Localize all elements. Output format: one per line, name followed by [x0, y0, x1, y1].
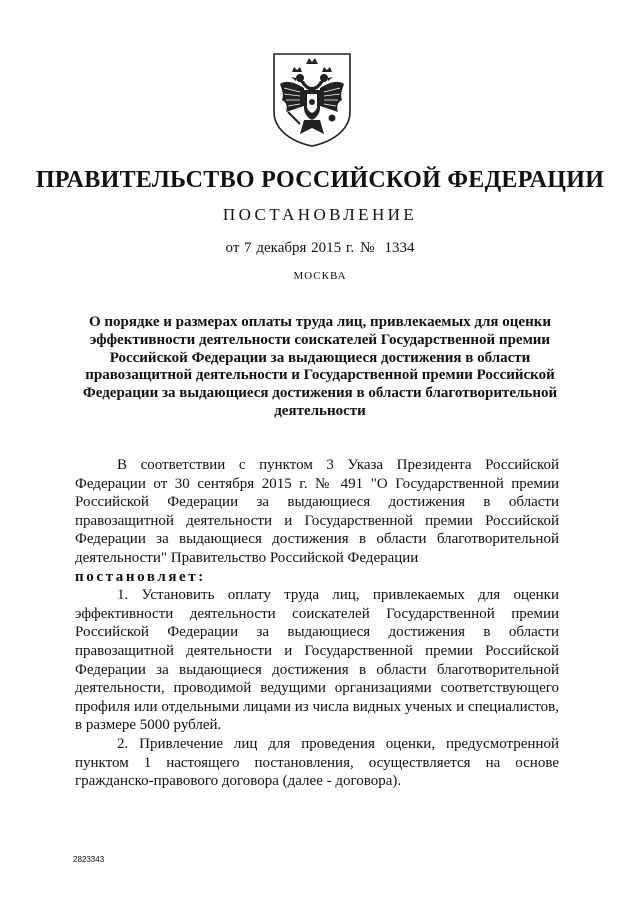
clause-1: 1. Установить оплату труда лиц, привлекаемых для оценки эффективности деятельности соискателей Государственной премии Российской Федерации за выдающиеся достижения в области правозащитной деятельности и Государственной премии Российской Федерации за выдающиеся достижения в области благотворительной деятельности, проводимой ведущими организациями соответствующего профиля или отдельными лицами из числа видных ученых и специалистов, в размере 5000 рублей.	[75, 587, 559, 734]
preamble-text: В соответствии с пунктом 3 Указа Президента Российской Федерации от 30 сентября 2015 г. № 491 "О Государственной премии Российской Федерации за выдающиеся достижения в области правозащитной деятельности и Государственной премии Российской Федерации за выдающиеся достижения в области благотворительной деятельности" Правительство Российской Федерации	[75, 457, 559, 566]
document-date: от 7 декабря 2015 г.	[225, 240, 355, 256]
coat-of-arms-icon	[270, 50, 354, 148]
document-number: 1334	[384, 240, 415, 256]
document-number-label: №	[360, 240, 375, 256]
document-code: 2823343	[73, 855, 105, 864]
government-name: ПРАВИТЕЛЬСТВО РОССИЙСКОЙ ФЕДЕРАЦИИ	[35, 167, 605, 193]
document-date-line	[0, 240, 640, 257]
document-city: МОСКВА	[293, 270, 347, 282]
document-body	[75, 456, 559, 791]
document-type: ПОСТАНОВЛЕНИЕ	[222, 205, 418, 224]
preamble-paragraph	[75, 456, 559, 586]
clause-2: 2. Привлечение лиц для проведения оценки, предусмотренной пунктом 1 настоящего постановления, осуществляется на основе гражданско-правового договора (далее - договора).	[75, 735, 559, 790]
decree-word: постановляет:	[75, 568, 206, 585]
document-subject: О порядке и размерах оплаты труда лиц, привлекаемых для оценки эффективности деятельности соискателей Государственной премии Российской Федерации за выдающиеся достижения в области правозащитной деятельности и Государственной премии Российской Федерации за выдающиеся достижения в области благотворительной деятельности	[82, 314, 558, 419]
